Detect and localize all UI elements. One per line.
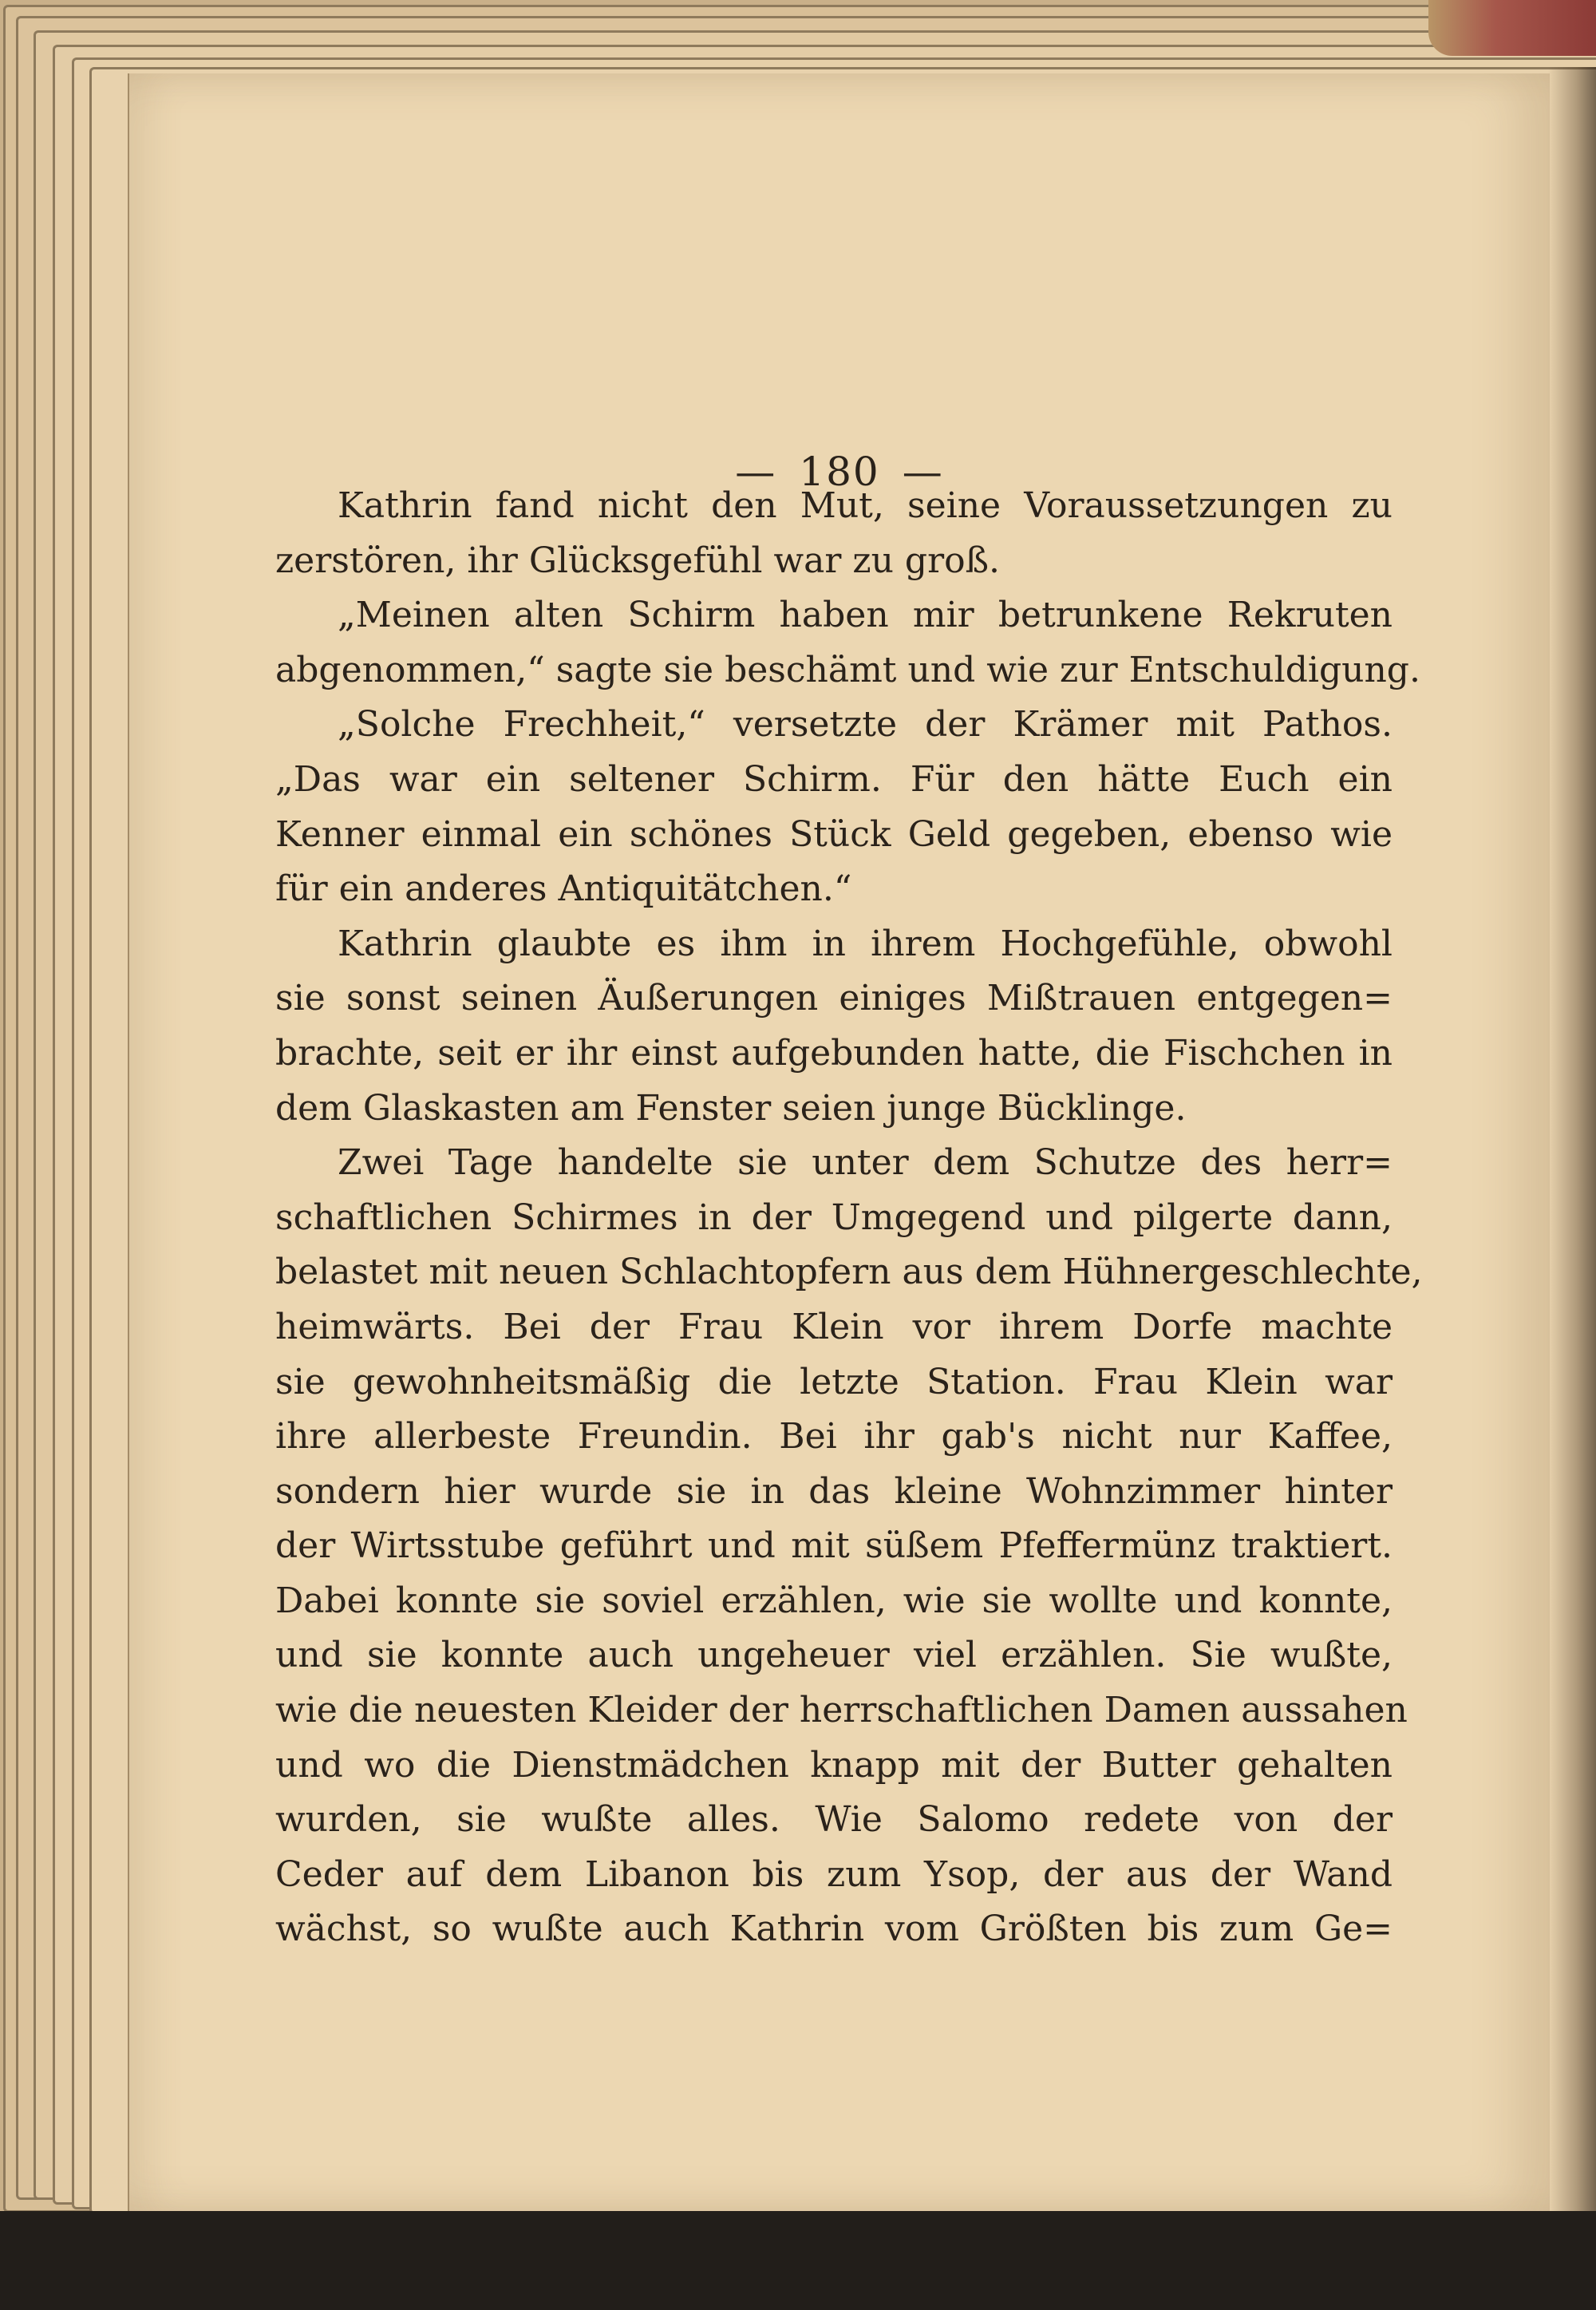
text-line: „Solche Frechheit,“ versetzte der Krämer mit Pathos. <box>338 704 1393 746</box>
text-line: belastet mit neuen Schlachtopfern aus dem Hühnergeschlechte, <box>275 1252 1423 1293</box>
text-line: sondern hier wurde sie in das kleine Wohnzimmer hinter <box>275 1470 1393 1512</box>
text-line: Dabei konnte sie soviel erzählen, wie sie wollte und konnte, <box>275 1580 1393 1621</box>
bookmark-ribbon <box>1428 0 1596 56</box>
page-number-dash-right: — <box>902 449 944 495</box>
text-line: wie die neuesten Kleider der herrschaftlichen Damen aussahen <box>275 1690 1408 1731</box>
text-line: zerstören, ihr Glücksgefühl war zu groß. <box>275 540 1000 581</box>
text-line: Kenner einmal ein schönes Stück Geld gegeben, ebenso wie <box>275 813 1393 855</box>
text-line: sie gewohnheitsmäßig die letzte Station. Frau Klein war <box>275 1361 1393 1402</box>
text-line: wächst, so wußte auch Kathrin vom Größten bis zum Ge= <box>275 1909 1393 1950</box>
text-line: „Meinen alten Schirm haben mir betrunkene Rekruten <box>338 595 1393 636</box>
text-line: abgenommen,“ sagte sie beschämt und wie zur Entschuldigung. <box>275 649 1420 690</box>
text-line: heimwärts. Bei der Frau Klein vor ihrem Dorfe machte <box>275 1306 1393 1347</box>
text-line: für ein anderes Antiquitätchen.“ <box>275 868 852 910</box>
page-number-dash-left: — <box>735 449 777 495</box>
text-line: ihre allerbeste Freundin. Bei ihr gab's nicht nur Kaffee, <box>275 1416 1393 1458</box>
text-line: Kathrin fand nicht den Mut, seine Voraussetzungen zu <box>338 485 1393 526</box>
background-surface <box>0 2211 1596 2310</box>
text-line: Kathrin glaubte es ihm in ihrem Hochgefühle, obwohl <box>338 923 1393 964</box>
text-line: „Das war ein seltener Schirm. Für den hätte Euch ein <box>275 758 1393 800</box>
text-line: brachte, seit er ihr einst aufgebunden hatte, die Fischchen in <box>275 1032 1393 1074</box>
body-text <box>275 479 1423 1957</box>
text-line: und wo die Dienstmädchen knapp mit der Butter gehalten <box>275 1744 1393 1786</box>
text-line: und sie konnte auch ungeheuer viel erzählen. Sie wußte, <box>275 1635 1393 1676</box>
page-gutter-shadow <box>1548 67 1596 2222</box>
text-line: Zwei Tage handelte sie unter dem Schutze des herr= <box>338 1142 1393 1184</box>
text-line: dem Glaskasten am Fenster seien junge Bücklinge. <box>275 1087 1187 1129</box>
text-line: schaftlichen Schirmes in der Umgegend und pilgerte dann, <box>275 1197 1393 1238</box>
page-number-value: 180 <box>799 449 880 495</box>
text-line: Ceder auf dem Libanon bis zum Ysop, der aus der Wand <box>275 1853 1393 1895</box>
text-line: wurden, sie wußte alles. Wie Salomo redete von der <box>275 1799 1393 1841</box>
text-line: sie sonst seinen Äußerungen einiges Mißtrauen entgegen= <box>275 978 1393 1019</box>
text-line: der Wirtsstube geführt und mit süßem Pfeffermünz traktiert. <box>275 1525 1393 1567</box>
